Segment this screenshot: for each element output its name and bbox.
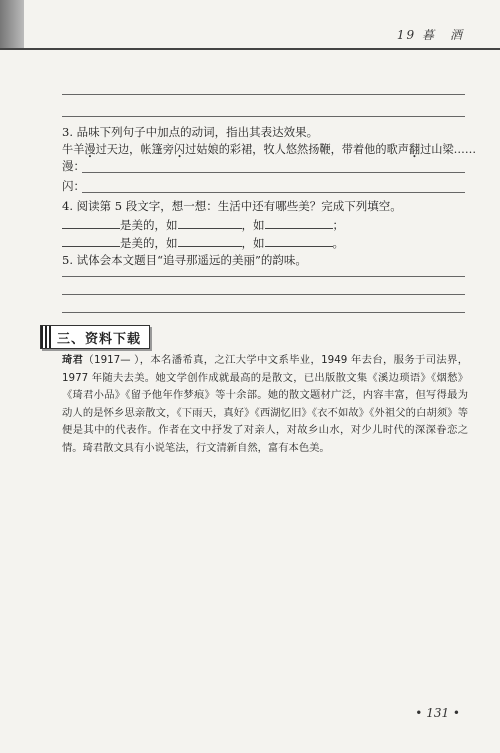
running-head: 19 暮 酒 <box>396 28 464 42</box>
section-heading-resources <box>40 325 150 349</box>
answer-line <box>82 172 465 173</box>
author-bio-paragraph <box>62 352 468 457</box>
fill-in-row-1 <box>62 216 344 233</box>
question-3-sentence <box>62 142 476 158</box>
question-4-title: 4. 阅读第 5 段文字，想一想：生活中还有哪些美？完成下列填空。 <box>62 199 402 213</box>
page-number: • 131 • <box>415 706 460 720</box>
fill-text: ，如 <box>241 236 265 250</box>
sentence-part: 过山梁…… <box>420 143 477 156</box>
question-3-title: 3. 品味下列句子中加点的动词，指出其表达效果。 <box>62 125 319 139</box>
header-shade-decoration <box>0 0 24 48</box>
sentence-part: 过姑娘的彩裙，牧人悠然扬鞭，带着他的歌声 <box>185 143 409 156</box>
author-name: 琦君 <box>62 354 84 366</box>
blank[interactable] <box>178 234 242 247</box>
blank[interactable] <box>62 234 120 247</box>
blank[interactable] <box>62 216 120 229</box>
blank[interactable] <box>178 216 242 229</box>
answer-label-2: 闪： <box>62 179 85 193</box>
sentence-part: 牛羊 <box>62 143 85 156</box>
marked-verb-3: 翻 <box>408 143 421 156</box>
fill-text: ，如 <box>241 218 265 232</box>
blank[interactable] <box>265 216 333 229</box>
sentence-part: 过天边，帐篷旁 <box>95 143 174 156</box>
answer-line <box>62 294 465 295</box>
question-5-title: 5. 试体会本文题目“追寻那遥远的美丽”的韵味。 <box>62 253 307 267</box>
marked-verb-1: 漫 <box>84 143 96 156</box>
answer-line <box>62 116 465 117</box>
answer-line <box>62 94 465 95</box>
page-header <box>0 0 500 50</box>
blank[interactable] <box>265 234 333 247</box>
answer-line <box>62 312 465 313</box>
fill-text: 。 <box>332 236 344 250</box>
author-bio-text: （1917— ），本名潘希真，之江大学中文系毕业，1949 年去台，服务于司法界，1977 年随夫去美。她文学创作成就最高的是散文，已出版散文集《溪边琐语》《烟愁》《琦君小品》《留予他年作梦痕》等十余部。她的散文题材广泛，内容丰富，但写得最为动人的是怀乡思亲散文，《下雨天，真好》《西湖忆旧》《衣不如故》《外祖父的白胡须》等便是其中的代表作。作者在文中抒发了对亲人，对故乡山水，对少儿时代的深深眷恋之情。琦君散文具有小说笔法，行文清新自然，富有本色美。 <box>62 354 469 454</box>
answer-label-1: 漫： <box>62 159 85 173</box>
fill-text: ； <box>332 218 344 232</box>
fill-text: 是美的，如 <box>120 218 178 232</box>
marked-verb-2: 闪 <box>173 143 186 156</box>
fill-in-row-2 <box>62 234 344 251</box>
answer-line <box>62 276 465 277</box>
answer-line <box>82 192 465 193</box>
fill-text: 是美的，如 <box>120 236 178 250</box>
section-label: 三、资料下载 <box>57 331 142 347</box>
section-bars-decoration <box>41 326 51 348</box>
